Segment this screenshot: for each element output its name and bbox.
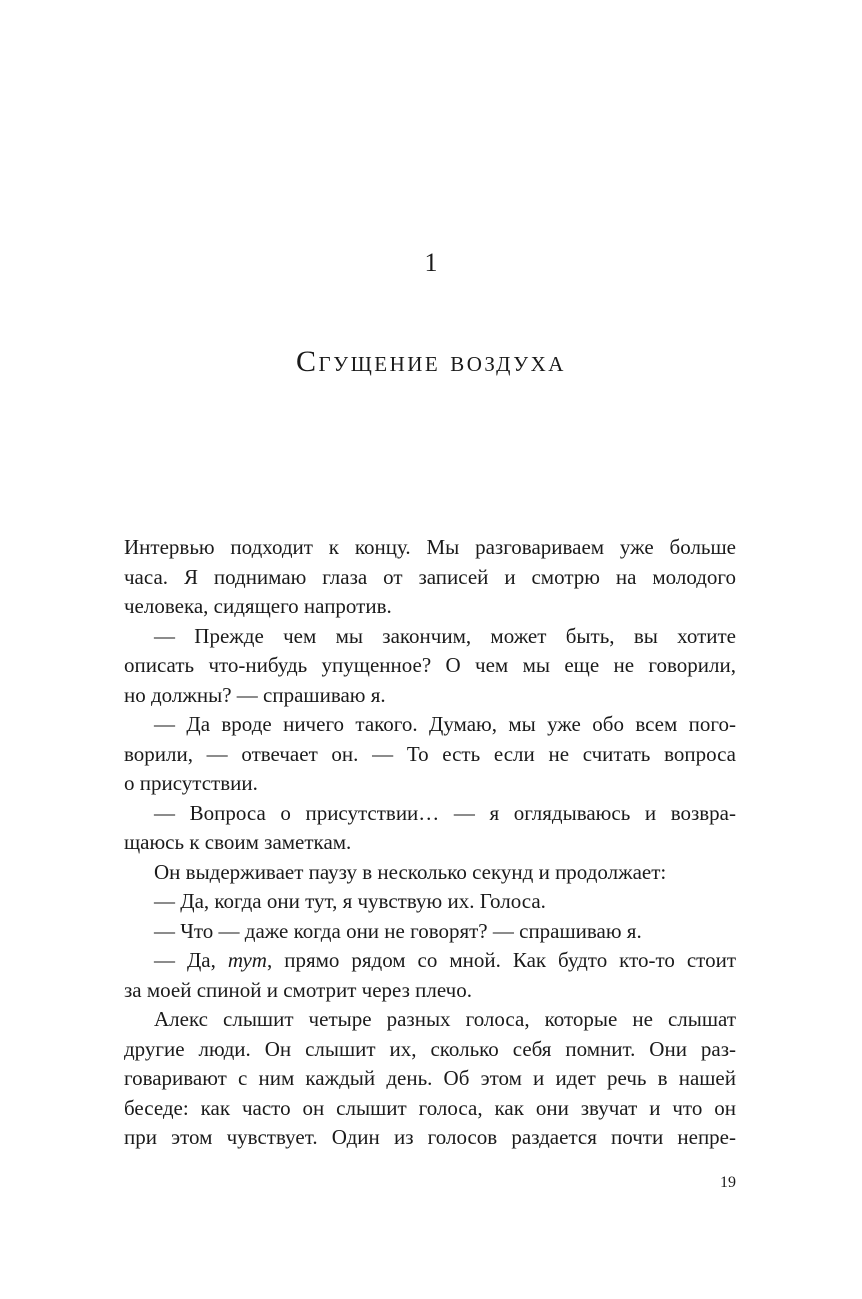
text-segment: — Да, xyxy=(154,948,228,972)
chapter-title: Сгущение воздуха xyxy=(296,345,566,378)
text-line: — Что — даже когда они не говорят? — спрашиваю я. xyxy=(154,918,642,943)
text-line: беседе: как часто он слышит голоса, как они звучат и что он xyxy=(124,1095,736,1120)
text-line: другие люди. Он слышит их, сколько себя помнит. Они раз- xyxy=(124,1036,736,1061)
text-segment: , прямо рядом со мной. Как будто кто-то стоит xyxy=(266,948,736,972)
text-line: описать что-нибудь упущенное? О чем мы еще не говорили, xyxy=(124,653,736,677)
page-number: 19 xyxy=(720,1174,736,1191)
text-line: о присутствии. xyxy=(124,771,258,795)
text-line: щаюсь к своим заметкам. xyxy=(124,830,352,854)
chapter-number: 1 xyxy=(424,248,438,277)
text-line: — Да, когда они тут, я чувствую их. Голоса. xyxy=(154,889,546,913)
text-line: часа. Я поднимаю глаза от записей и смотрю на молодого xyxy=(124,564,736,589)
text-line: но должны? — спрашиваю я. xyxy=(124,682,386,707)
text-line: Алекс слышит четыре разных голоса, которые не слышат xyxy=(154,1007,736,1031)
text-line: при этом чувствует. Один из голосов раздается почти непре- xyxy=(124,1125,736,1149)
body-text xyxy=(124,533,736,1153)
text-line: — Вопроса о присутствии… — я оглядываюсь и возвра- xyxy=(154,800,736,825)
text-line xyxy=(124,946,736,976)
text-line: говаривают с ним каждый день. Об этом и идет речь в нашей xyxy=(124,1066,736,1090)
text-line: — Прежде чем мы закончим, может быть, вы хотите xyxy=(154,623,736,648)
text-line: за моей спиной и смотрит через плечо. xyxy=(124,977,472,1002)
text-line: Он выдерживает паузу в несколько секунд и продолжает: xyxy=(154,859,667,884)
text-line: ворили, — отвечает он. — То есть если не считать вопроса xyxy=(124,741,736,766)
emphasis-text: тут xyxy=(227,948,267,972)
text-line: — Да вроде ничего такого. Думаю, мы уже обо всем пого- xyxy=(154,712,736,736)
text-line: Интервью подходит к концу. Мы разговариваем уже больше xyxy=(124,535,736,559)
text-line: человека, сидящего напротив. xyxy=(124,594,392,618)
